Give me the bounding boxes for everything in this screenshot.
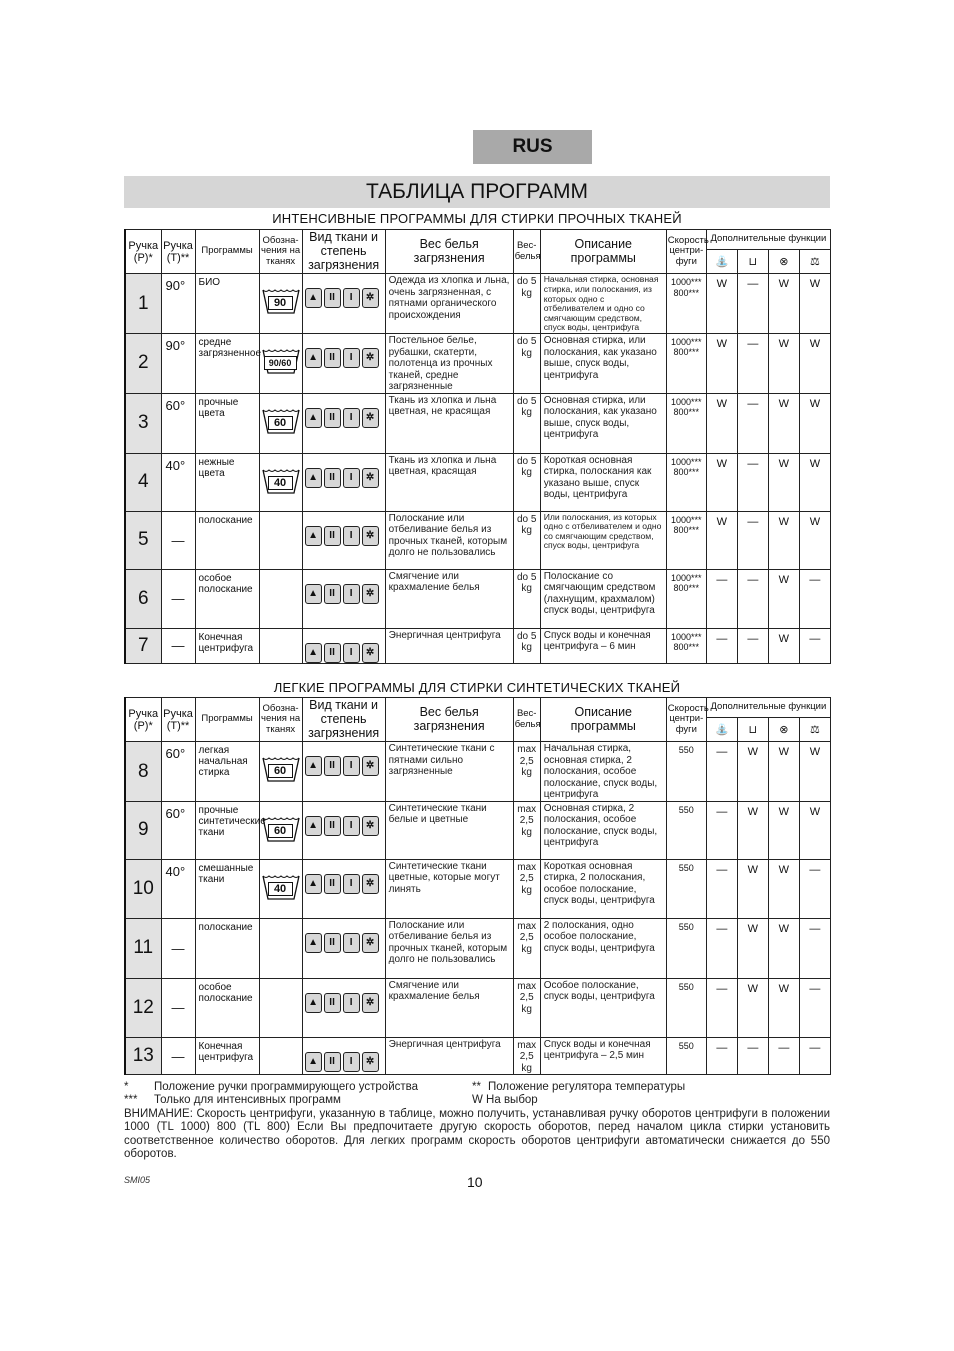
warning-text: ВНИМАНИЕ: Скорость центрифуги, указанную в таблице, можно получить, устанавливая ручку оборотов центрифуги в положении 1000 (TL 1000) 800 (TL 800) Если Вы предпочитаете другую скорость оборотов, перед началом цикла стирки установить соответственное количество оборотов. Для легких программ скорость оборотов центрифуги автоматически снижается до 550 оборотов.	[124, 1107, 830, 1161]
prewash-icon: ⛲	[706, 718, 737, 742]
fabric-symbol	[259, 511, 302, 569]
wash-knob-icon: II	[324, 584, 341, 604]
extra-function-value: W	[768, 978, 799, 1037]
extra-function-value: —	[706, 1037, 737, 1075]
program-row	[125, 334, 831, 394]
extra-function-value: W	[768, 453, 799, 511]
program-description: Спуск воды и конечная центрифуга – 6 мин	[540, 628, 666, 663]
program-name: Конечная центрифуга	[195, 1037, 259, 1075]
spin-speed: 1000*** 800***	[666, 274, 706, 334]
load-weight: max 2,5 kg	[513, 1037, 540, 1075]
spin-speed: 1000*** 800***	[666, 628, 706, 663]
note-mark: ***	[124, 1094, 138, 1107]
language-badge: RUS	[473, 130, 592, 164]
wash-temperature-label: 40	[268, 476, 293, 490]
fabric-symbol	[259, 334, 302, 394]
wash-knob-icon: II	[324, 933, 341, 953]
rinse-knob-icon: I	[343, 993, 360, 1013]
fabric-symbol	[259, 742, 302, 802]
wash-tub-symbol-icon	[262, 408, 300, 434]
extra-function-value: W	[768, 859, 799, 918]
knob-settings	[302, 801, 385, 859]
prewash-knob-icon: ▲	[305, 933, 322, 953]
load-weight: do 5 kg	[513, 334, 540, 394]
fabric-description: Постельное белье, рубашки, скатерти, полотенца из прочных тканей, средне загрязненные	[385, 334, 513, 394]
wash-temperature-label: 60	[268, 764, 293, 778]
temperature: —	[161, 918, 195, 978]
wash-tub-symbol-icon	[262, 756, 300, 782]
program-description: Спуск воды и конечная центрифуга – 2,5 мин	[540, 1037, 666, 1075]
extra-function-value: —	[737, 274, 768, 334]
fabric-description: Синтетические ткани цветные, которые могут линять	[385, 859, 513, 918]
spin-knob-icon: ✲	[362, 756, 379, 776]
header-spin: Скорость центри-фуги	[666, 230, 706, 274]
program-number: 7	[125, 628, 161, 663]
fabric-description: Смягчение или крахмаление белья	[385, 978, 513, 1037]
program-row	[125, 918, 831, 978]
knob-settings	[302, 978, 385, 1037]
program-description: Особое полоскание, спуск воды, центрифуга	[540, 978, 666, 1037]
fabric-description: Ткань из хлопка и льна цветная, не красящая	[385, 393, 513, 453]
extra-function-value: W	[799, 453, 830, 511]
extra-function-value: —	[706, 742, 737, 802]
temperature: —	[161, 569, 195, 628]
temperature: 90°	[161, 274, 195, 334]
temperature: —	[161, 978, 195, 1037]
spin-knob-icon: ✲	[362, 874, 379, 894]
light-programs-table	[124, 697, 831, 1075]
extra-function-value: —	[706, 801, 737, 859]
wash-temperature-label: 90/60	[264, 356, 297, 370]
wash-temperature-label: 90	[268, 296, 293, 310]
rinse-knob-icon: I	[343, 348, 360, 368]
program-number: 11	[125, 918, 161, 978]
program-row	[125, 801, 831, 859]
fabric-description: Одежда из хлопка и льна, очень загрязненная, с пятнами органического происхождения	[385, 274, 513, 334]
note-intensive-only: Только для интенсивных программ	[154, 1094, 341, 1107]
program-name: смешанные ткани	[195, 859, 259, 918]
load-weight: do 5 kg	[513, 569, 540, 628]
header-symbols: Обозна-чения на тканях	[259, 230, 302, 274]
temperature: 60°	[161, 393, 195, 453]
spin-knob-icon: ✲	[362, 816, 379, 836]
fabric-description: Синтетические ткани белые и цветные	[385, 801, 513, 859]
wash-tub-symbol-icon	[262, 288, 300, 314]
prewash-knob-icon: ▲	[305, 408, 322, 428]
fabric-description: Ткань из хлопка и льна цветная, красящая	[385, 453, 513, 511]
program-row	[125, 274, 831, 334]
prewash-knob-icon: ▲	[305, 288, 322, 308]
prewash-knob-icon: ▲	[305, 348, 322, 368]
program-number: 8	[125, 742, 161, 802]
program-number: 12	[125, 978, 161, 1037]
load-weight: do 5 kg	[513, 511, 540, 569]
extra-function-value: W	[768, 742, 799, 802]
prewash-knob-icon: ▲	[305, 816, 322, 836]
fabric-symbol	[259, 453, 302, 511]
temperature: —	[161, 511, 195, 569]
program-row	[125, 1037, 831, 1075]
spin-knob-icon: ✲	[362, 348, 379, 368]
extra-function-value: —	[737, 569, 768, 628]
fabric-symbol	[259, 801, 302, 859]
header-description: Описание программы	[540, 698, 666, 742]
rinse-knob-icon: I	[343, 584, 360, 604]
extra-function-value: —	[799, 1037, 830, 1075]
footer-code: SMI05	[124, 1175, 151, 1185]
program-number: 4	[125, 453, 161, 511]
program-name: Конечная центрифуга	[195, 628, 259, 663]
extra-function-value: —	[799, 859, 830, 918]
rinse-knob-icon: I	[343, 468, 360, 488]
wash-knob-icon: II	[324, 993, 341, 1013]
extra-function-value: W	[799, 334, 830, 394]
temperature: 40°	[161, 453, 195, 511]
extra-function-value: W	[768, 918, 799, 978]
note-mark: *	[124, 1081, 129, 1093]
temperature: 90°	[161, 334, 195, 394]
note-temperature-position: Положение регулятора температуры	[488, 1081, 686, 1093]
program-description: Начальная стирка, основная стирка, 2 полоскания, особое полоскание, спуск воды, центрифуга	[540, 742, 666, 802]
program-row	[125, 978, 831, 1037]
tub-icon: ⊔	[737, 718, 768, 742]
program-name: прочные синтетические ткани	[195, 801, 259, 859]
extra-function-value: W	[768, 628, 799, 663]
scales-icon: ⚖	[799, 250, 830, 274]
program-row	[125, 393, 831, 453]
note-knob-position: Положение ручки программирующего устройства	[154, 1081, 419, 1093]
program-row	[125, 511, 831, 569]
fabric-symbol	[259, 274, 302, 334]
program-name: полоскание	[195, 918, 259, 978]
extra-function-value: —	[706, 918, 737, 978]
header-weight-desc: Вес белья загрязнения	[385, 698, 513, 742]
knob-settings	[302, 859, 385, 918]
fabric-description: Синтетические ткани с пятнами сильно загрязненные	[385, 742, 513, 802]
extra-function-value: W	[706, 453, 737, 511]
extra-function-value: W	[706, 511, 737, 569]
program-row	[125, 628, 831, 663]
rinse-knob-icon: I	[343, 288, 360, 308]
intensive-programs-table	[124, 229, 831, 664]
spin-knob-icon: ✲	[362, 468, 379, 488]
wash-knob-icon: II	[324, 288, 341, 308]
spin-speed: 1000*** 800***	[666, 511, 706, 569]
extra-function-value: —	[799, 978, 830, 1037]
header-weight: Вес-белья	[513, 698, 540, 742]
extra-function-value: W	[737, 978, 768, 1037]
extra-function-value: W	[799, 742, 830, 802]
program-name: особое полоскание	[195, 569, 259, 628]
spin-speed: 1000*** 800***	[666, 453, 706, 511]
header-spin: Скорость центри-фуги	[666, 698, 706, 742]
extra-function-value: W	[799, 801, 830, 859]
extra-function-value: W	[768, 274, 799, 334]
page-title: ТАБЛИЦА ПРОГРАММ	[124, 176, 830, 208]
program-name: полоскание	[195, 511, 259, 569]
program-description: Полоскание со смягчающим средством (лахнущим, крахмалом) спуск воды, центрифуга	[540, 569, 666, 628]
extra-function-value: W	[768, 801, 799, 859]
tub-icon: ⊔	[737, 250, 768, 274]
program-name: средне загрязненное	[195, 334, 259, 394]
extra-function-value: W	[768, 393, 799, 453]
prewash-icon: ⛲	[706, 250, 737, 274]
fabric-description: Энергичная центрифуга	[385, 628, 513, 663]
program-row	[125, 859, 831, 918]
wash-temperature-label: 60	[268, 416, 293, 430]
header-symbols: Обозна-чения на тканях	[259, 698, 302, 742]
extra-function-value: W	[799, 511, 830, 569]
program-description: Короткая основная стирка, 2 полоскания, особое полоскание, спуск воды, центрифуга	[540, 859, 666, 918]
extra-function-value: W	[737, 918, 768, 978]
program-description: Короткая основная стирка, полоскания как указано выше, спуск воды, центрифуга	[540, 453, 666, 511]
spin-knob-icon: ✲	[362, 933, 379, 953]
section-title-light: ЛЕГКИЕ ПРОГРАММЫ ДЛЯ СТИРКИ СИНТЕТИЧЕСКИХ ТКАНЕЙ	[273, 680, 681, 695]
rinse-knob-icon: I	[343, 408, 360, 428]
wash-knob-icon: II	[324, 874, 341, 894]
prewash-knob-icon: ▲	[305, 993, 322, 1013]
load-weight: do 5 kg	[513, 628, 540, 663]
wash-knob-icon: II	[324, 468, 341, 488]
extra-function-value: —	[737, 393, 768, 453]
extra-function-value: W	[799, 393, 830, 453]
fabric-description: Смягчение или крахмаление белья	[385, 569, 513, 628]
rinse-knob-icon: I	[343, 816, 360, 836]
prewash-knob-icon: ▲	[305, 1052, 322, 1072]
note-mark: **	[472, 1081, 481, 1093]
extra-function-value: W	[737, 742, 768, 802]
rinse-knob-icon: I	[343, 643, 360, 663]
program-number: 1	[125, 274, 161, 334]
wash-knob-icon: II	[324, 408, 341, 428]
header-weight-desc: Вес белья загрязнения	[385, 230, 513, 274]
extra-function-value: W	[768, 334, 799, 394]
extra-function-value: —	[737, 1037, 768, 1075]
program-name: особое полоскание	[195, 978, 259, 1037]
fabric-symbol	[259, 569, 302, 628]
load-weight: max 2,5 kg	[513, 801, 540, 859]
program-number: 10	[125, 859, 161, 918]
program-description: Или полоскания, из которых одно с отбеливателем и одно со смягчающим средством, спуск воды, центрифуга	[540, 511, 666, 569]
extra-function-value: W	[706, 274, 737, 334]
header-knob-p: Ручка (P)*	[125, 698, 161, 742]
extra-function-value: —	[706, 628, 737, 663]
header-fabric: Вид ткани и степень загрязнения	[302, 230, 385, 274]
fabric-description: Энергичная центрифуга	[385, 1037, 513, 1075]
spin-knob-icon: ✲	[362, 408, 379, 428]
fabric-symbol	[259, 393, 302, 453]
load-weight: max 2,5 kg	[513, 918, 540, 978]
spin-speed: 1000*** 800***	[666, 393, 706, 453]
program-number: 9	[125, 801, 161, 859]
fabric-description: Полоскание или отбеливание белья из прочных тканей, которым долго не пользовались	[385, 918, 513, 978]
load-weight: do 5 kg	[513, 393, 540, 453]
wash-tub-symbol-icon	[262, 874, 300, 900]
extra-function-value: W	[768, 569, 799, 628]
extra-function-value: W	[706, 393, 737, 453]
program-row	[125, 453, 831, 511]
knob-settings	[302, 393, 385, 453]
spin-speed: 1000*** 800***	[666, 569, 706, 628]
program-description: Основная стирка, или полоскания, как указано выше, спуск воды, центрифуга	[540, 393, 666, 453]
temperature: 40°	[161, 859, 195, 918]
extra-function-value: W	[737, 801, 768, 859]
header-knob-t: Ручка (T)**	[161, 698, 195, 742]
extra-function-value: —	[706, 859, 737, 918]
extra-function-value: —	[799, 918, 830, 978]
load-weight: max 2,5 kg	[513, 978, 540, 1037]
prewash-knob-icon: ▲	[305, 468, 322, 488]
program-number: 5	[125, 511, 161, 569]
extra-function-value: —	[768, 1037, 799, 1075]
program-name: БИО	[195, 274, 259, 334]
extra-function-value: —	[737, 334, 768, 394]
header-programs: Программы	[195, 698, 259, 742]
spin-knob-icon: ✲	[362, 584, 379, 604]
program-description: Начальная стирка, основная стирка, или полоскания, из которых одно с отбеливателем и одно со смягчающим средством, спуск воды, центрифуга	[540, 274, 666, 334]
load-weight: do 5 kg	[513, 274, 540, 334]
extra-function-value: —	[737, 511, 768, 569]
program-name: нежные цвета	[195, 453, 259, 511]
program-row	[125, 569, 831, 628]
extra-function-value: W	[768, 511, 799, 569]
wash-knob-icon: II	[324, 816, 341, 836]
spin-speed: 550	[666, 978, 706, 1037]
knob-settings	[302, 918, 385, 978]
fabric-symbol	[259, 918, 302, 978]
program-description: Основная стирка, 2 полоскания, особое полоскание, спуск воды, центрифуга	[540, 801, 666, 859]
temperature: 60°	[161, 742, 195, 802]
fabric-symbol	[259, 628, 302, 663]
knob-settings	[302, 334, 385, 394]
footnotes	[124, 1081, 830, 1162]
prewash-knob-icon: ▲	[305, 643, 322, 663]
extra-function-value: —	[706, 569, 737, 628]
header-weight: Вес-белья	[513, 230, 540, 274]
spin-knob-icon: ✲	[362, 643, 379, 663]
scales-icon: ⚖	[799, 718, 830, 742]
program-name: легкая начальная стирка	[195, 742, 259, 802]
prewash-knob-icon: ▲	[305, 526, 322, 546]
wash-tub-symbol-icon	[262, 468, 300, 494]
rinse-knob-icon: I	[343, 526, 360, 546]
spin-speed: 1000*** 800***	[666, 334, 706, 394]
wash-temperature-label: 40	[268, 882, 293, 896]
extra-function-value: W	[706, 334, 737, 394]
wash-knob-icon: II	[324, 1052, 341, 1072]
extra-function-value: —	[737, 453, 768, 511]
spin-speed: 550	[666, 859, 706, 918]
fabric-description: Полоскание или отбеливание белья из прочных тканей, которым долго не пользовались	[385, 511, 513, 569]
spin-knob-icon: ✲	[362, 1052, 379, 1072]
temperature: 60°	[161, 801, 195, 859]
wash-knob-icon: II	[324, 643, 341, 663]
extra-function-value: —	[737, 628, 768, 663]
extra-function-value: W	[737, 859, 768, 918]
spin-speed: 550	[666, 801, 706, 859]
header-programs: Программы	[195, 230, 259, 274]
wash-knob-icon: II	[324, 348, 341, 368]
fabric-symbol	[259, 859, 302, 918]
no-spin-icon: ⊗	[768, 718, 799, 742]
header-description: Описание программы	[540, 230, 666, 274]
rinse-knob-icon: I	[343, 874, 360, 894]
extra-function-value: —	[799, 628, 830, 663]
knob-settings	[302, 569, 385, 628]
spin-speed: 550	[666, 918, 706, 978]
knob-settings	[302, 453, 385, 511]
temperature: —	[161, 1037, 195, 1075]
prewash-knob-icon: ▲	[305, 874, 322, 894]
prewash-knob-icon: ▲	[305, 584, 322, 604]
header-extra-functions: Дополнительные функции	[706, 230, 830, 250]
knob-settings	[302, 274, 385, 334]
section-title-intensive: ИНТЕНСИВНЫЕ ПРОГРАММЫ ДЛЯ СТИРКИ ПРОЧНЫХ ТКАНЕЙ	[272, 211, 682, 226]
header-fabric: Вид ткани и степень загрязнения	[302, 698, 385, 742]
header-knob-p: Ручка (P)*	[125, 230, 161, 274]
wash-temperature-label: 60	[268, 824, 293, 838]
wash-tub-symbol-icon	[262, 348, 300, 374]
page-number: 10	[467, 1174, 483, 1190]
temperature: —	[161, 628, 195, 663]
spin-knob-icon: ✲	[362, 526, 379, 546]
program-number: 6	[125, 569, 161, 628]
extra-function-value: —	[799, 569, 830, 628]
header-knob-t: Ручка (T)**	[161, 230, 195, 274]
spin-knob-icon: ✲	[362, 288, 379, 308]
rinse-knob-icon: I	[343, 756, 360, 776]
program-row	[125, 742, 831, 802]
program-number: 3	[125, 393, 161, 453]
extra-function-value: W	[799, 274, 830, 334]
rinse-knob-icon: I	[343, 1052, 360, 1072]
header-extra-functions: Дополнительные функции	[706, 698, 830, 718]
program-name: прочные цвета	[195, 393, 259, 453]
program-description: 2 полоскания, одно особое полоскание, спуск воды, центрифуга	[540, 918, 666, 978]
fabric-symbol	[259, 1037, 302, 1075]
note-optional: W На выбор	[472, 1094, 538, 1107]
wash-tub-symbol-icon	[262, 816, 300, 842]
no-spin-icon: ⊗	[768, 250, 799, 274]
knob-settings	[302, 511, 385, 569]
prewash-knob-icon: ▲	[305, 756, 322, 776]
knob-settings	[302, 742, 385, 802]
load-weight: do 5 kg	[513, 453, 540, 511]
wash-knob-icon: II	[324, 756, 341, 776]
extra-function-value: —	[706, 978, 737, 1037]
spin-speed: 550	[666, 1037, 706, 1075]
load-weight: max 2,5 kg	[513, 859, 540, 918]
program-number: 2	[125, 334, 161, 394]
spin-speed: 550	[666, 742, 706, 802]
fabric-symbol	[259, 978, 302, 1037]
rinse-knob-icon: I	[343, 933, 360, 953]
program-number: 13	[125, 1037, 161, 1075]
knob-settings	[302, 1037, 385, 1075]
spin-knob-icon: ✲	[362, 993, 379, 1013]
wash-knob-icon: II	[324, 526, 341, 546]
program-description: Основная стирка, или полоскания, как указано выше, спуск воды, центрифуга	[540, 334, 666, 394]
load-weight: max 2,5 kg	[513, 742, 540, 802]
knob-settings	[302, 628, 385, 663]
